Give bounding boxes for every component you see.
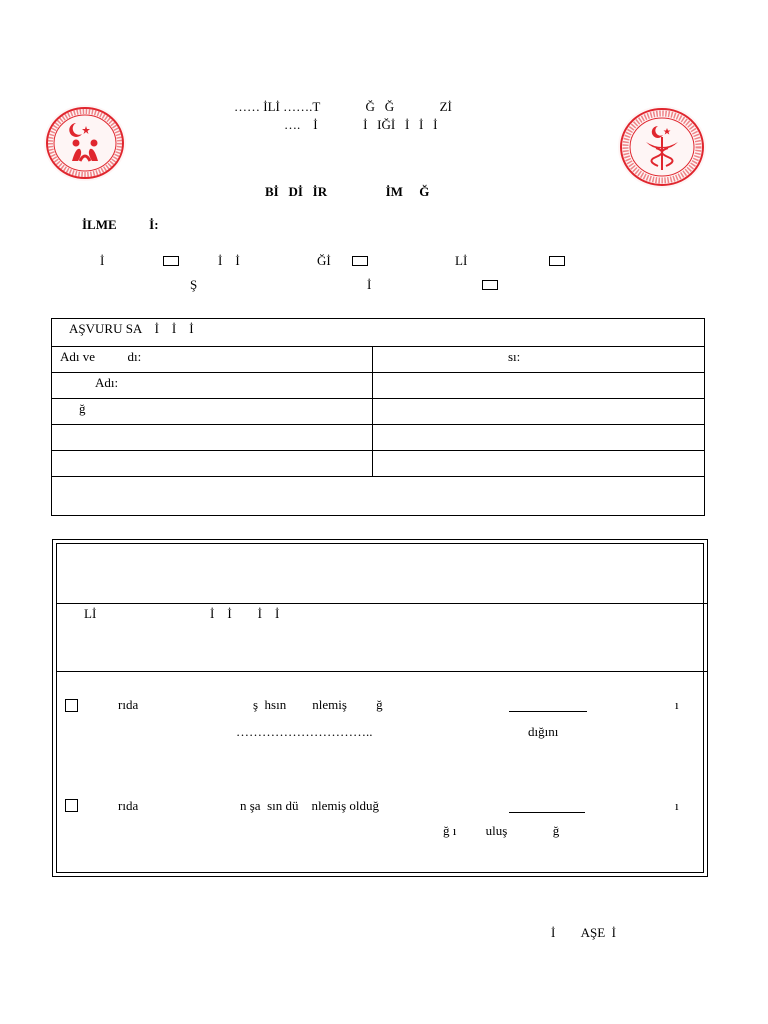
option-label-5: Ş [190,277,198,292]
declaration-2-text-d: ğ ı uluş ğ [443,823,560,838]
option-checkbox-1[interactable] [163,256,179,266]
applicant-info-table [51,318,705,516]
declaration-checkbox-1[interactable] [65,699,78,712]
table-header: AŞVURU SA İ İ İ [69,321,194,336]
declaration-2-text-b: n şa sın dü nlemiş olduğ [240,798,380,813]
declaration-1-text-b: ş hsın nlemiş ğ [253,697,383,712]
ministry-health-logo [616,104,708,190]
footer-text: İ AŞE İ [551,925,616,940]
declaration-2-text-c: ı [675,798,679,813]
option-label-4: Lİ [455,253,468,268]
table-row-1-right[interactable]: sı: [508,349,521,364]
option-label-1: İ [100,253,105,268]
table-row-3-left[interactable]: ğ [79,401,86,416]
header-line-2: …. İ İ IĞİ İ İ İ [284,117,438,132]
declaration-1-text-d: ………………………….. [236,724,373,739]
section2-title: Lİ İ İ İ İ [84,606,280,621]
section-label: İLME İ: [82,217,159,232]
ministry-youth-sports-logo [42,103,128,183]
table-row-2-left[interactable]: Adı: [95,375,119,390]
declaration-2-text-a: rıda [118,798,139,813]
document-title: Bİ Dİ İR İM Ğ [265,184,430,199]
option-label-6: İ [367,277,372,292]
declaration-1-text-a: rıda [118,697,139,712]
declaration-1-text-c: ı [675,697,679,712]
table-row-1-left[interactable]: Adı ve dı: [60,349,142,364]
declaration-1-text-e: dığını [528,724,559,739]
option-checkbox-4[interactable] [482,280,498,290]
option-checkbox-3[interactable] [549,256,565,266]
header-line-1: …… İLİ …….T Ğ Ğ Zİ [234,99,452,114]
option-label-3: Ğİ [317,253,331,268]
declaration-checkbox-2[interactable] [65,799,78,812]
option-label-2: İ İ [218,253,240,268]
option-checkbox-2[interactable] [352,256,368,266]
